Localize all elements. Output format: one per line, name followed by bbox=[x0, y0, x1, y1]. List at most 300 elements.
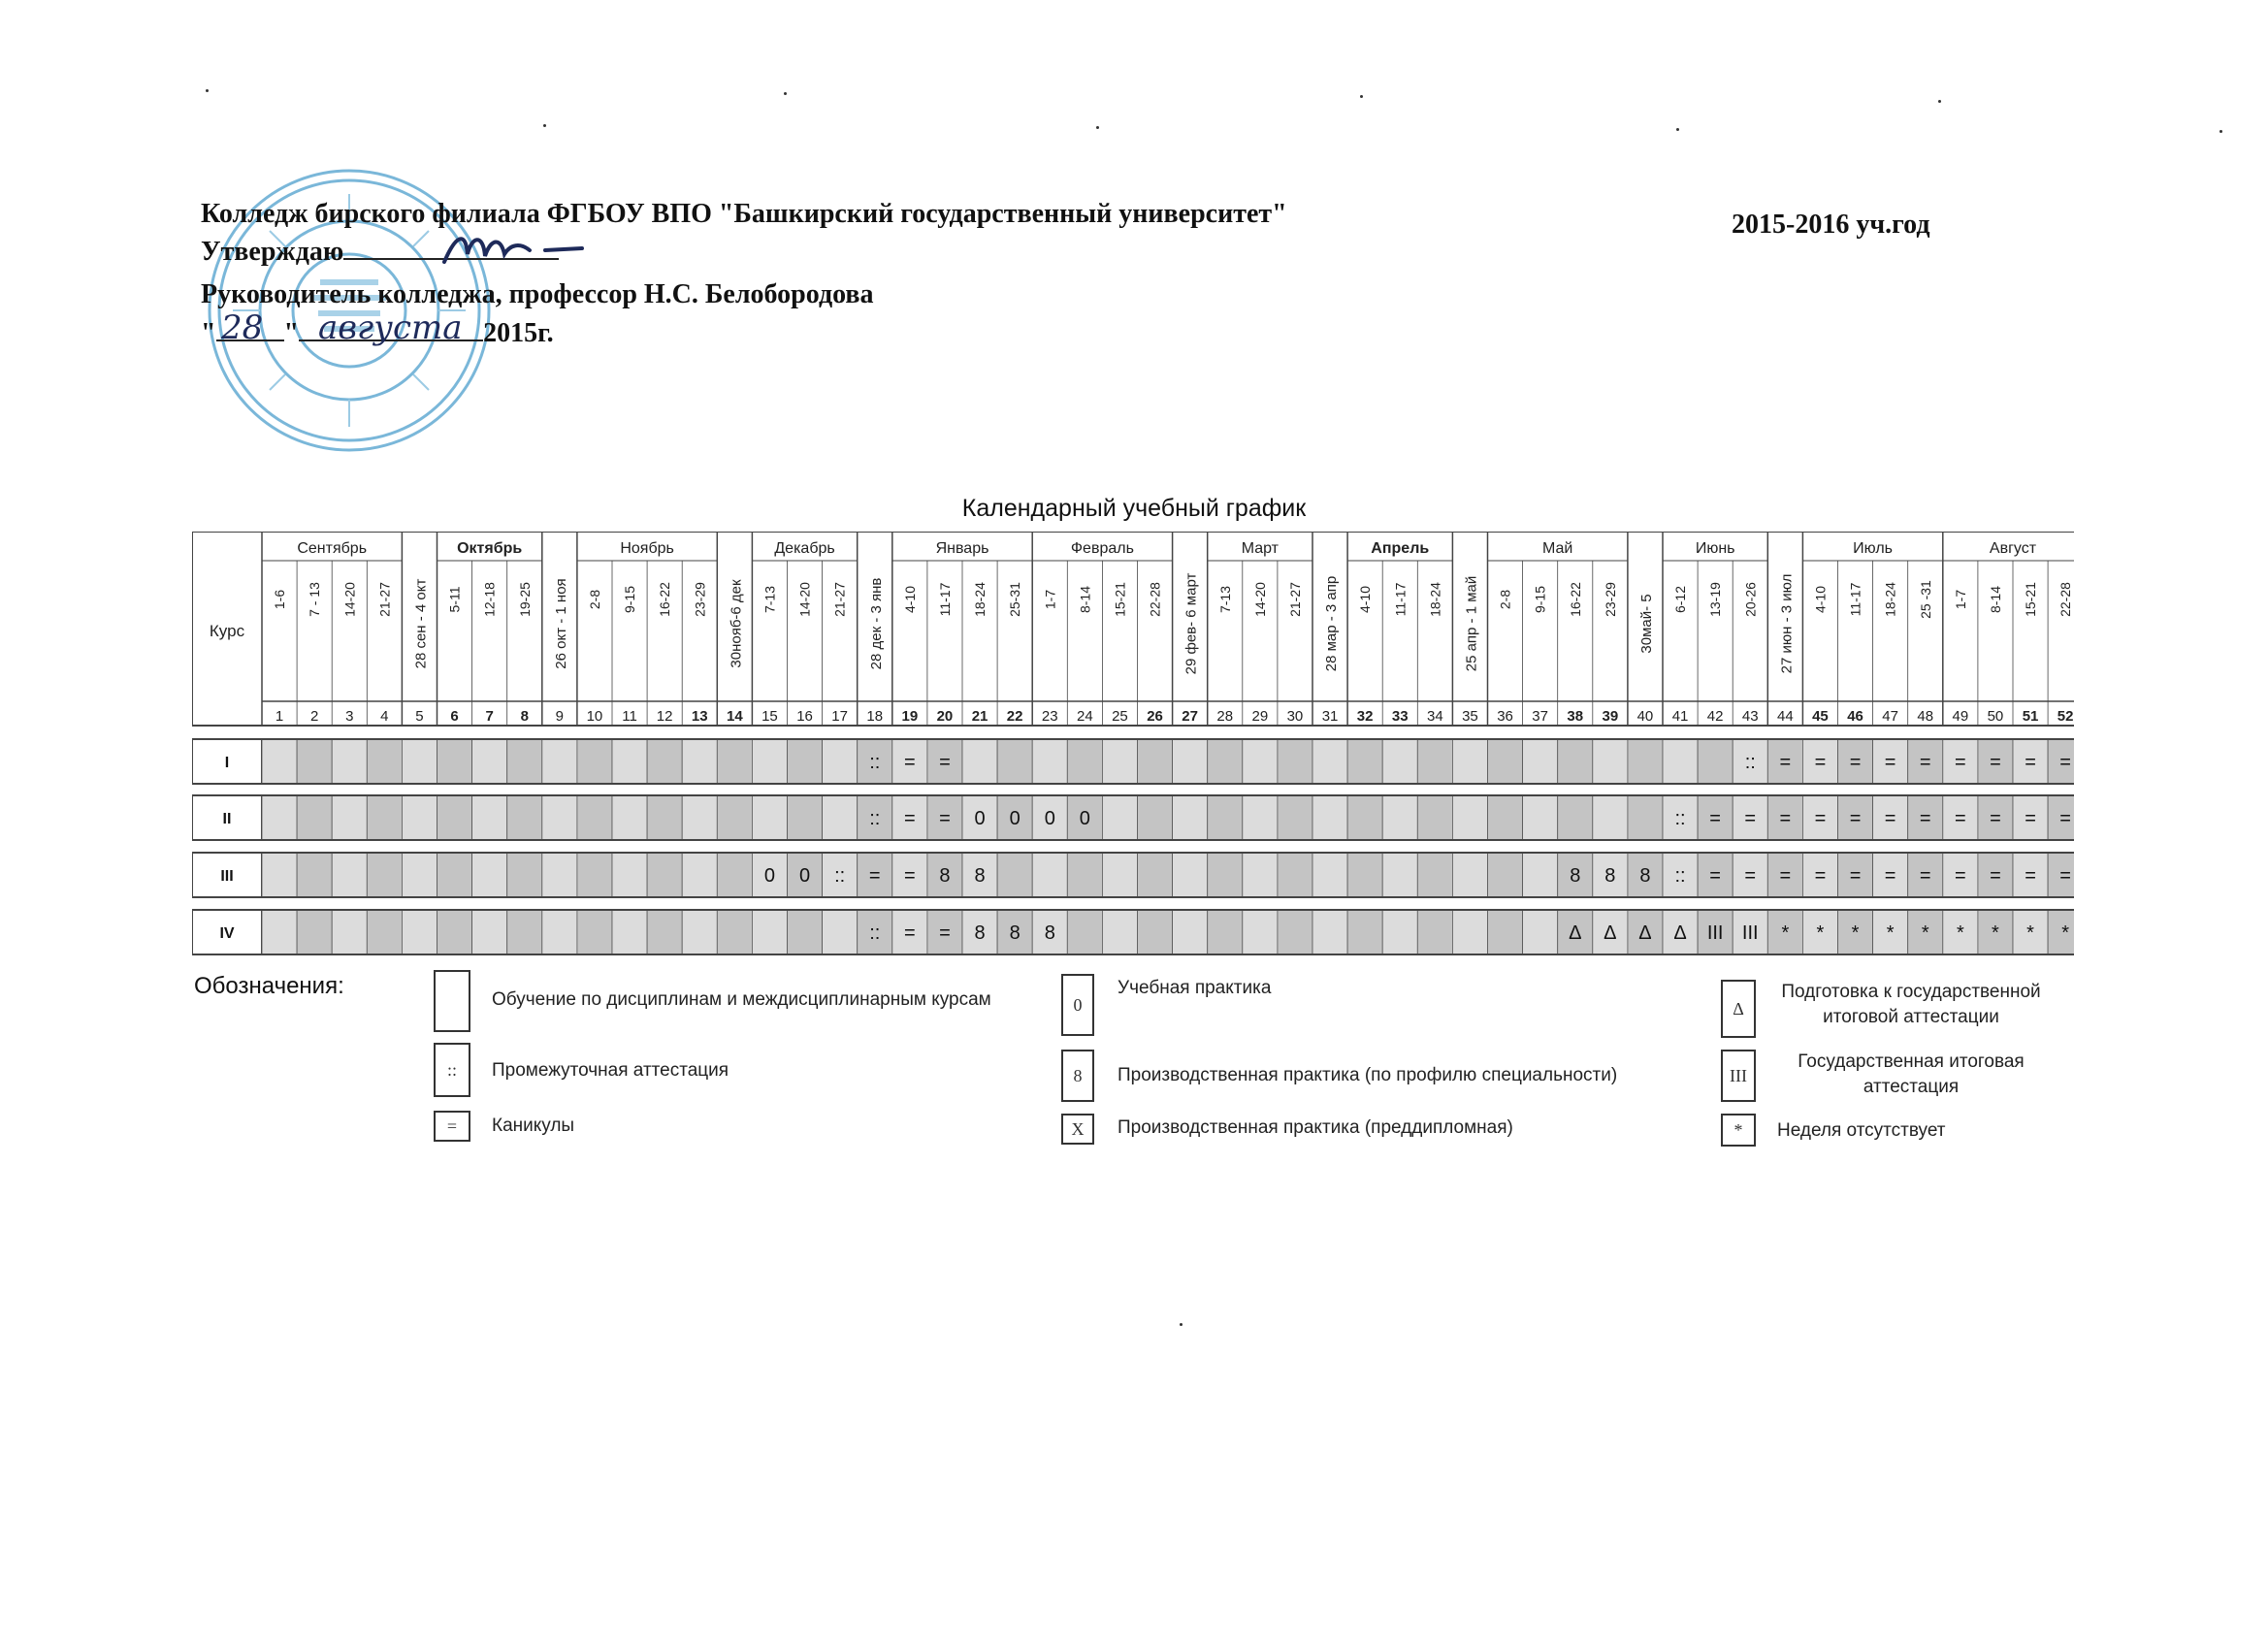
week-number: 49 bbox=[1952, 708, 1969, 725]
scan-speck bbox=[1360, 95, 1363, 98]
scan-speck bbox=[2219, 130, 2222, 133]
schedule-cell-mark: = bbox=[1990, 865, 2001, 887]
legend-text-production-practice: Производственная практика (по профилю специальности) bbox=[1118, 1065, 1618, 1085]
schedule-cell bbox=[1417, 910, 1452, 954]
schedule-cell bbox=[1593, 739, 1628, 784]
schedule-cell bbox=[1102, 853, 1137, 897]
week-range-label: 25-31 bbox=[1007, 582, 1023, 617]
schedule-cell bbox=[1243, 739, 1278, 784]
schedule-cell-mark: * bbox=[1921, 922, 1929, 944]
week-number: 13 bbox=[691, 708, 708, 725]
schedule-cell-mark: 0 bbox=[798, 865, 811, 887]
schedule-cell-mark: :: bbox=[1674, 808, 1686, 829]
week-number: 16 bbox=[796, 708, 813, 725]
week-range-label: 13-19 bbox=[1707, 582, 1724, 617]
week-number: 45 bbox=[1812, 708, 1829, 725]
schedule-cell bbox=[717, 739, 752, 784]
schedule-cell bbox=[788, 739, 823, 784]
week-number: 40 bbox=[1636, 708, 1654, 725]
schedule-cell-mark: = bbox=[1849, 865, 1862, 887]
academic-year: 2015-2016 уч.год bbox=[1732, 210, 1930, 240]
schedule-cell bbox=[1452, 739, 1487, 784]
week-number: 42 bbox=[1706, 708, 1724, 725]
week-range-label: 21-27 bbox=[376, 582, 393, 617]
week-number: 23 bbox=[1041, 708, 1058, 725]
schedule-cell bbox=[402, 910, 437, 954]
schedule-cell-mark: 8 bbox=[1639, 865, 1651, 887]
schedule-cell bbox=[1417, 795, 1452, 840]
week-range-label: 23-29 bbox=[692, 582, 708, 617]
week-range-label: 1-7 bbox=[1952, 589, 1968, 610]
schedule-cell bbox=[1278, 795, 1312, 840]
week-number: 41 bbox=[1671, 708, 1689, 725]
schedule-cell bbox=[1628, 739, 1663, 784]
schedule-cell bbox=[997, 739, 1032, 784]
week-range-label: 11-17 bbox=[1847, 582, 1863, 617]
course-label: III bbox=[220, 868, 234, 885]
schedule-cell bbox=[1417, 739, 1452, 784]
week-number: 47 bbox=[1882, 708, 1898, 725]
schedule-cell bbox=[1312, 795, 1347, 840]
week-range-label: 20-26 bbox=[1742, 582, 1759, 617]
week-number: 3 bbox=[345, 708, 354, 725]
schedule-cell bbox=[1173, 853, 1208, 897]
schedule-cell-mark: = bbox=[2059, 808, 2071, 829]
legend-symbol-study bbox=[434, 970, 470, 1032]
week-number: 2 bbox=[309, 708, 319, 725]
week-range-label: 4-10 bbox=[901, 585, 918, 614]
schedule-cell-mark: = bbox=[1990, 808, 2001, 829]
schedule-cell bbox=[717, 853, 752, 897]
week-number: 11 bbox=[622, 708, 637, 725]
schedule-cell-mark: * bbox=[1851, 922, 1860, 944]
schedule-cell-mark: = bbox=[1884, 865, 1896, 887]
schedule-cell bbox=[1488, 853, 1523, 897]
schedule-cell-mark: :: bbox=[869, 808, 881, 829]
legend-symbol-study-practice: 0 bbox=[1061, 974, 1094, 1036]
schedule-cell bbox=[1452, 910, 1487, 954]
approve-label: Утверждаю bbox=[201, 237, 344, 267]
week-number: 7 bbox=[485, 708, 494, 725]
week-range-label: 21-27 bbox=[831, 582, 848, 617]
week-range-label: 9-15 bbox=[622, 585, 638, 614]
schedule-cell bbox=[997, 853, 1032, 897]
week-range-label: 19-25 bbox=[516, 582, 533, 617]
schedule-cell bbox=[472, 910, 507, 954]
schedule-cell-mark: = bbox=[1884, 808, 1896, 829]
schedule-cell-mark: 0 bbox=[763, 865, 776, 887]
schedule-cell-mark: = bbox=[939, 752, 951, 773]
course-column-header: Курс bbox=[209, 622, 245, 640]
schedule-cell bbox=[1488, 739, 1523, 784]
schedule-cell bbox=[577, 910, 612, 954]
schedule-cell bbox=[1243, 853, 1278, 897]
schedule-cell-mark: = bbox=[1779, 865, 1792, 887]
week-range-label: 6-12 bbox=[1672, 585, 1689, 614]
week-number: 22 bbox=[1006, 708, 1023, 725]
schedule-cell-mark: = bbox=[1849, 752, 1862, 773]
college-name: Колледж бирского филиала ФГБОУ ВПО "Башкирский государственный университет" bbox=[201, 199, 1287, 229]
schedule-cell bbox=[1138, 910, 1173, 954]
schedule-cell bbox=[367, 795, 402, 840]
schedule-cell-mark: = bbox=[904, 922, 916, 944]
schedule-cell-mark: = bbox=[904, 808, 916, 829]
scan-speck bbox=[1180, 1323, 1183, 1326]
schedule-cell bbox=[332, 853, 367, 897]
week-number: 51 bbox=[2022, 708, 2039, 725]
transition-week-label: 29 фев- 6 март bbox=[1183, 572, 1200, 675]
week-number: 46 bbox=[1847, 708, 1863, 725]
week-number: 18 bbox=[866, 708, 884, 725]
schedule-cell-mark: = bbox=[1744, 808, 1757, 829]
schedule-cell bbox=[823, 910, 858, 954]
week-number: 31 bbox=[1321, 708, 1339, 725]
head-of-college: Руководитель колледжа, профессор Н.С. Белобородова bbox=[201, 279, 874, 309]
transition-week-label: 27 июн - 3 июл bbox=[1778, 573, 1796, 674]
schedule-cell-mark: = bbox=[939, 922, 951, 944]
transition-week-label: 26 окт - 1 ноя bbox=[552, 578, 569, 669]
legend-title: Обозначения: bbox=[194, 973, 344, 999]
legend-text-gia bbox=[1775, 1050, 2047, 1100]
week-number: 34 bbox=[1427, 708, 1443, 725]
schedule-cell-mark: = bbox=[1814, 752, 1827, 773]
schedule-cell-mark: * bbox=[2026, 922, 2034, 944]
week-number: 36 bbox=[1497, 708, 1513, 725]
legend-symbol-gia-prep: Δ bbox=[1721, 980, 1756, 1038]
schedule-cell-mark: :: bbox=[1674, 865, 1686, 887]
schedule-cell bbox=[1382, 795, 1417, 840]
schedule-cell bbox=[402, 853, 437, 897]
schedule-cell bbox=[647, 853, 682, 897]
schedule-cell bbox=[1138, 853, 1173, 897]
legend-symbol-holidays: = bbox=[434, 1111, 470, 1142]
schedule-cell-mark: = bbox=[1814, 865, 1827, 887]
schedule-cell-mark: = bbox=[1779, 808, 1792, 829]
legend-symbol-production-practice: 8 bbox=[1061, 1050, 1094, 1102]
week-range-label: 4-10 bbox=[1357, 585, 1374, 614]
week-number: 52 bbox=[2057, 708, 2074, 725]
legend-text-gia-line2: аттестация bbox=[1863, 1077, 1960, 1097]
week-number: 26 bbox=[1147, 708, 1163, 725]
schedule-cell bbox=[788, 910, 823, 954]
schedule-cell bbox=[1417, 853, 1452, 897]
week-range-label: 18-24 bbox=[1882, 582, 1898, 617]
transition-week-label: 30май- 5 bbox=[1637, 594, 1655, 654]
schedule-cell bbox=[1523, 853, 1558, 897]
schedule-cell-mark: * bbox=[1781, 922, 1790, 944]
schedule-cell-mark: = bbox=[1919, 808, 1931, 829]
week-range-label: 7-13 bbox=[1216, 585, 1233, 614]
week-number: 37 bbox=[1532, 708, 1548, 725]
schedule-cell bbox=[1138, 739, 1173, 784]
schedule-cell bbox=[682, 795, 717, 840]
week-range-label: 4-10 bbox=[1812, 585, 1829, 614]
schedule-cell-mark: = bbox=[2025, 752, 2036, 773]
week-range-label: 16-22 bbox=[657, 582, 673, 617]
week-number: 33 bbox=[1391, 708, 1409, 725]
schedule-cell-mark: 8 bbox=[1009, 922, 1021, 944]
legend-text-study: Обучение по дисциплинам и междисциплинарным курсам bbox=[492, 989, 991, 1010]
schedule-cell-mark: * bbox=[2061, 922, 2070, 944]
date-month-handwritten: августа bbox=[318, 308, 463, 347]
schedule-cell-mark: * bbox=[1956, 922, 1964, 944]
schedule-cell-mark: Δ bbox=[1673, 922, 1687, 944]
week-number: 50 bbox=[1987, 708, 2004, 725]
week-range-label: 8-14 bbox=[1077, 585, 1093, 614]
schedule-cell bbox=[472, 853, 507, 897]
week-number: 43 bbox=[1741, 708, 1759, 725]
schedule-cell bbox=[1347, 853, 1382, 897]
week-number: 12 bbox=[656, 708, 673, 725]
schedule-cell-mark: = bbox=[2059, 752, 2071, 773]
schedule-cell bbox=[612, 739, 647, 784]
month-label: Июнь bbox=[1695, 540, 1735, 557]
schedule-cell bbox=[507, 739, 542, 784]
schedule-cell bbox=[788, 795, 823, 840]
schedule-cell bbox=[612, 853, 647, 897]
schedule-cell bbox=[682, 739, 717, 784]
schedule-cell bbox=[297, 910, 332, 954]
week-number: 48 bbox=[1917, 708, 1934, 725]
schedule-cell bbox=[542, 795, 577, 840]
month-label: Ноябрь bbox=[620, 540, 674, 557]
schedule-cell bbox=[1032, 739, 1067, 784]
schedule-cell bbox=[1593, 795, 1628, 840]
month-label: Март bbox=[1241, 540, 1279, 557]
schedule-cell-mark: Δ bbox=[1569, 922, 1582, 944]
schedule-cell-mark: 8 bbox=[974, 865, 986, 887]
schedule-cell bbox=[542, 853, 577, 897]
legend-symbol-prediploma-practice: X bbox=[1061, 1114, 1094, 1145]
schedule-cell bbox=[1347, 910, 1382, 954]
week-number: 35 bbox=[1462, 708, 1478, 725]
schedule-cell bbox=[682, 853, 717, 897]
schedule-cell-mark: = bbox=[1919, 865, 1931, 887]
legend-symbol-no-week: * bbox=[1721, 1114, 1756, 1147]
schedule-cell bbox=[1208, 853, 1243, 897]
schedule-cell bbox=[367, 739, 402, 784]
schedule-cell-mark: 8 bbox=[1570, 865, 1581, 887]
schedule-cell bbox=[507, 853, 542, 897]
schedule-cell bbox=[1312, 739, 1347, 784]
schedule-cell bbox=[1698, 739, 1733, 784]
schedule-cell bbox=[962, 739, 997, 784]
schedule-cell bbox=[1278, 739, 1312, 784]
schedule-cell-mark: 8 bbox=[1044, 922, 1055, 944]
week-number: 19 bbox=[901, 708, 919, 725]
scan-speck bbox=[206, 89, 209, 92]
legend-text-study-practice: Учебная практика bbox=[1118, 978, 1272, 998]
schedule-cell-mark: = bbox=[1884, 752, 1896, 773]
schedule-cell-mark: :: bbox=[869, 922, 881, 944]
schedule-cell bbox=[1243, 795, 1278, 840]
schedule-cell bbox=[332, 910, 367, 954]
schedule-cell-mark: = bbox=[1744, 865, 1757, 887]
schedule-cell-mark: = bbox=[868, 865, 881, 887]
week-range-label: 23-29 bbox=[1602, 582, 1618, 617]
schedule-cell bbox=[577, 795, 612, 840]
week-range-label: 7-13 bbox=[761, 585, 778, 614]
schedule-cell bbox=[1173, 739, 1208, 784]
week-number: 24 bbox=[1077, 708, 1093, 725]
schedule-cell-mark: :: bbox=[1744, 752, 1756, 773]
schedule-cell-mark: = bbox=[1709, 808, 1721, 829]
week-number: 10 bbox=[586, 708, 603, 725]
schedule-cell-mark: III bbox=[1706, 922, 1724, 944]
schedule-cell bbox=[262, 853, 297, 897]
transition-week-label: 25 апр - 1 май bbox=[1463, 575, 1480, 672]
legend-symbol-interim: :: bbox=[434, 1043, 470, 1097]
schedule-cell bbox=[1452, 853, 1487, 897]
schedule-cell bbox=[1347, 795, 1382, 840]
schedule-cell bbox=[1382, 739, 1417, 784]
transition-week-label: 28 мар - 3 апр bbox=[1323, 575, 1341, 672]
week-range-label: 22-28 bbox=[1147, 582, 1163, 617]
scan-speck bbox=[784, 92, 787, 95]
schedule-cell bbox=[1102, 910, 1137, 954]
week-number: 8 bbox=[520, 708, 529, 725]
schedule-cell bbox=[1067, 739, 1102, 784]
schedule-cell bbox=[1488, 795, 1523, 840]
schedule-cell bbox=[717, 795, 752, 840]
schedule-cell bbox=[1208, 739, 1243, 784]
schedule-cell bbox=[1173, 910, 1208, 954]
schedule-cell-mark: = bbox=[1955, 808, 1966, 829]
schedule-cell bbox=[507, 795, 542, 840]
week-number: 1 bbox=[275, 708, 284, 725]
course-label: IV bbox=[219, 925, 235, 942]
week-number: 25 bbox=[1112, 708, 1128, 725]
schedule-cell bbox=[1138, 795, 1173, 840]
schedule-cell bbox=[647, 795, 682, 840]
week-number: 28 bbox=[1216, 708, 1234, 725]
week-range-label: 14-20 bbox=[341, 582, 358, 617]
schedule-cell bbox=[823, 795, 858, 840]
month-label: Май bbox=[1542, 540, 1573, 557]
schedule-cell-mark: 8 bbox=[974, 922, 986, 944]
schedule-cell-mark: = bbox=[2025, 865, 2036, 887]
week-number: 9 bbox=[555, 708, 565, 725]
week-range-label: 18-24 bbox=[972, 582, 988, 617]
schedule-cell bbox=[1067, 853, 1102, 897]
schedule-cell bbox=[332, 739, 367, 784]
schedule-cell bbox=[752, 739, 787, 784]
schedule-cell bbox=[752, 795, 787, 840]
week-number: 14 bbox=[727, 708, 743, 725]
schedule-cell bbox=[577, 853, 612, 897]
week-range-label: 5-11 bbox=[446, 586, 463, 613]
schedule-cell bbox=[297, 739, 332, 784]
week-range-label: 8-14 bbox=[1987, 585, 2003, 614]
week-range-label: 1-7 bbox=[1042, 589, 1058, 610]
schedule-cell bbox=[437, 853, 472, 897]
schedule-cell bbox=[1067, 910, 1102, 954]
week-range-label: 18-24 bbox=[1427, 582, 1443, 617]
schedule-cell-mark: = bbox=[1849, 808, 1862, 829]
schedule-cell bbox=[472, 795, 507, 840]
week-number: 44 bbox=[1777, 708, 1794, 725]
month-label: Январь bbox=[935, 540, 989, 557]
month-label: Декабрь bbox=[774, 540, 835, 557]
schedule-cell bbox=[1382, 910, 1417, 954]
week-number: 17 bbox=[831, 708, 848, 725]
schedule-cell bbox=[612, 910, 647, 954]
scan-speck bbox=[1676, 128, 1679, 131]
date-mid-quote: " bbox=[283, 318, 300, 348]
week-range-label: 15-21 bbox=[2023, 582, 2039, 617]
schedule-cell-mark: :: bbox=[834, 865, 846, 887]
transition-week-label: 28 сен - 4 окт bbox=[412, 578, 430, 669]
schedule-cell-mark: 0 bbox=[974, 808, 986, 829]
legend-text-prediploma-practice: Производственная практика (преддипломная) bbox=[1118, 1117, 1513, 1138]
schedule-cell bbox=[717, 910, 752, 954]
schedule-cell bbox=[437, 910, 472, 954]
schedule-cell bbox=[647, 739, 682, 784]
legend-text-gia-prep bbox=[1775, 980, 2047, 1030]
schedule-cell bbox=[437, 739, 472, 784]
legend-symbol-gia: III bbox=[1721, 1050, 1756, 1102]
schedule-cell bbox=[1312, 910, 1347, 954]
schedule-cell bbox=[402, 739, 437, 784]
schedule-cell bbox=[542, 739, 577, 784]
schedule-cell-mark: * bbox=[1816, 922, 1825, 944]
transition-week-label: 30нояб-6 дек bbox=[728, 579, 745, 668]
legend-text-gia-line1: Государственная итоговая bbox=[1798, 1051, 2025, 1072]
week-number: 32 bbox=[1356, 708, 1374, 725]
schedule-cell bbox=[1347, 739, 1382, 784]
schedule-cell-mark: = bbox=[1814, 808, 1827, 829]
date-open-quote: " bbox=[201, 318, 216, 348]
week-range-label: 16-22 bbox=[1567, 582, 1583, 617]
schedule-cell-mark: = bbox=[2059, 865, 2071, 887]
schedule-cell bbox=[577, 739, 612, 784]
transition-week-label: 28 дек - 3 янв bbox=[867, 577, 885, 670]
schedule-title: Календарный учебный график bbox=[961, 495, 1307, 522]
schedule-cell bbox=[1523, 910, 1558, 954]
schedule-cell bbox=[823, 739, 858, 784]
week-range-label: 21-27 bbox=[1286, 582, 1303, 617]
schedule-cell-mark: Δ bbox=[1604, 922, 1617, 944]
schedule-cell bbox=[262, 910, 297, 954]
week-range-label: 2-8 bbox=[1497, 589, 1513, 610]
schedule-cell-mark: = bbox=[1709, 865, 1721, 887]
schedule-cell-mark: 0 bbox=[1079, 808, 1090, 829]
week-number: 38 bbox=[1567, 708, 1584, 725]
week-range-label: 14-20 bbox=[1251, 582, 1268, 617]
schedule-cell-mark: :: bbox=[869, 752, 881, 773]
course-label: I bbox=[224, 755, 230, 771]
schedule-cell bbox=[752, 910, 787, 954]
legend-text-gia-prep-line2: итоговой аттестации bbox=[1823, 1007, 1999, 1027]
schedule-cell bbox=[367, 853, 402, 897]
schedule-cell-mark: 0 bbox=[1044, 808, 1055, 829]
month-label: Сентябрь bbox=[297, 540, 368, 557]
schedule-cell bbox=[647, 910, 682, 954]
schedule-cell bbox=[1488, 910, 1523, 954]
schedule-cell bbox=[1382, 853, 1417, 897]
schedule-cell bbox=[1102, 739, 1137, 784]
schedule-cell bbox=[1278, 910, 1312, 954]
schedule-cell bbox=[367, 910, 402, 954]
week-range-label: 2-8 bbox=[586, 589, 602, 610]
week-range-label: 7 - 13 bbox=[307, 582, 323, 617]
schedule-cell bbox=[402, 795, 437, 840]
week-number: 39 bbox=[1602, 708, 1619, 725]
schedule-cell bbox=[1558, 795, 1593, 840]
schedule-cell bbox=[1173, 795, 1208, 840]
scan-speck bbox=[543, 124, 546, 127]
schedule-cell bbox=[1663, 739, 1698, 784]
